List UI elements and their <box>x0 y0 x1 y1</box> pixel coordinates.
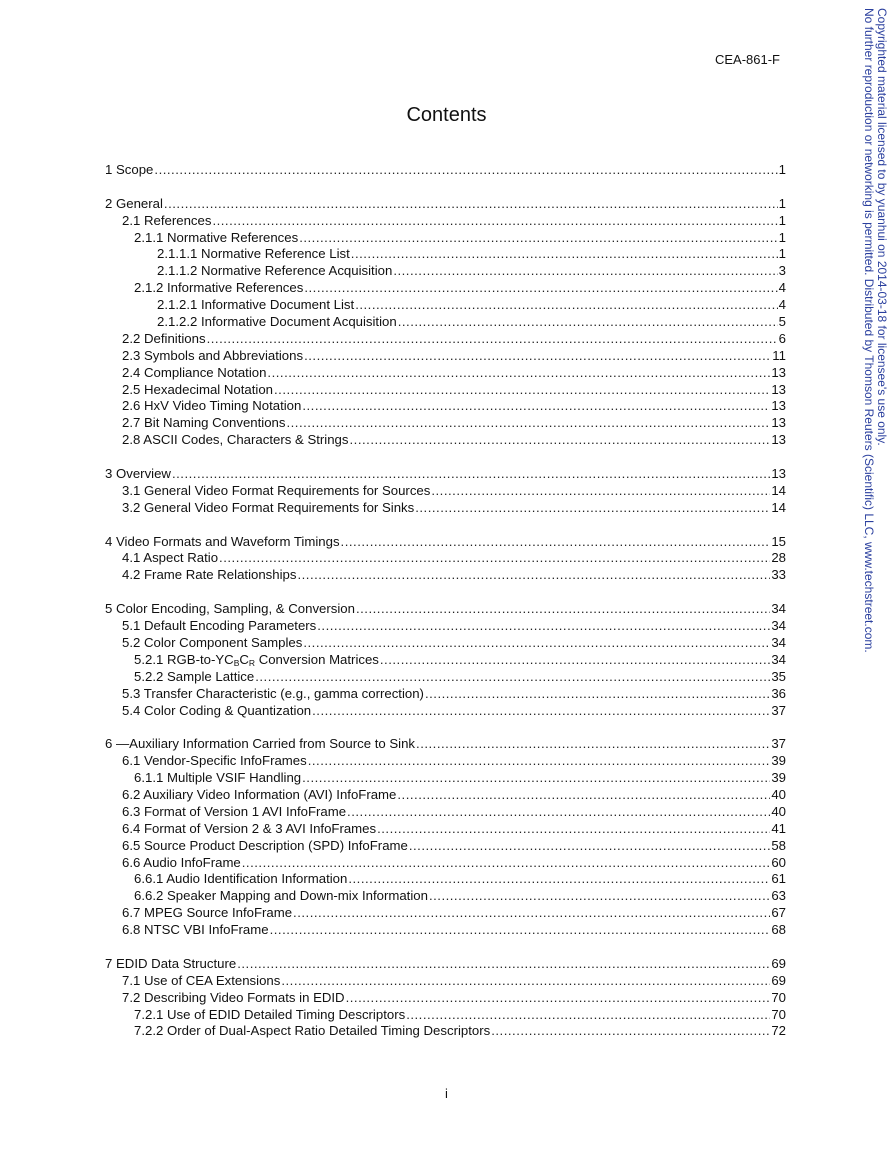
toc-leader-dots <box>393 263 777 280</box>
toc-entry-page: 34 <box>771 651 786 667</box>
toc-entry-title: 6.6.2 Speaker Mapping and Down-mix Information <box>134 888 428 904</box>
toc-entry-title: 4 Video Formats and Waveform Timings <box>105 533 340 549</box>
toc-leader-dots <box>281 973 770 990</box>
toc-entry <box>105 196 786 213</box>
toc-leader-dots <box>219 550 770 567</box>
toc-leader-dots <box>286 415 770 432</box>
toc-entry <box>105 922 786 939</box>
toc-entry-page: 60 <box>771 854 786 870</box>
toc-entry-page: 13 <box>771 364 786 380</box>
toc-leader-dots <box>172 466 770 483</box>
toc-entry <box>105 669 786 686</box>
toc-entry-title: 2.1 References <box>122 212 212 228</box>
toc-entry <box>105 635 786 652</box>
toc-leader-dots <box>302 770 770 787</box>
toc-entry <box>105 348 786 365</box>
toc-entry-page: 70 <box>771 1006 786 1022</box>
toc-entry-title: 2.1.1 Normative References <box>134 229 299 245</box>
toc-entry <box>105 838 786 855</box>
toc-leader-dots <box>312 703 770 720</box>
toc-entry <box>105 990 786 1007</box>
toc-leader-dots <box>397 787 770 804</box>
toc-entry-title: 5.2.1 RGB-$to-YC_BC_R$ Conversion Matrices <box>134 651 379 668</box>
toc-entry-title: 2.5 Hexadecimal Notation <box>122 381 274 397</box>
toc-entry <box>105 567 786 584</box>
toc-leader-dots <box>207 331 778 348</box>
toc-leader-dots <box>237 956 770 973</box>
toc-entry <box>105 550 786 567</box>
toc-entry-page: 40 <box>771 786 786 802</box>
toc-leader-dots <box>350 432 771 449</box>
toc-entry <box>105 871 786 888</box>
toc-entry <box>105 213 786 230</box>
toc-entry-title: 4.1 Aspect Ratio <box>122 550 219 566</box>
toc-entry-page: 36 <box>771 685 786 701</box>
toc-leader-dots <box>398 314 778 331</box>
toc-entry-page: 67 <box>771 905 786 921</box>
toc-entry <box>105 246 786 263</box>
toc-leader-dots <box>308 753 771 770</box>
toc-leader-dots <box>415 500 770 517</box>
toc-entry <box>105 888 786 905</box>
toc-entry <box>105 263 786 280</box>
toc-entry <box>105 652 786 669</box>
toc-leader-dots <box>355 297 777 314</box>
toc-entry <box>105 601 786 618</box>
toc-entry-title: 7.2.1 Use of EDID Detailed Timing Descriptors <box>134 1006 406 1022</box>
toc-leader-dots <box>341 534 771 551</box>
toc-leader-dots <box>304 280 777 297</box>
toc-entry-title: 5 Color Encoding, Sampling, & Conversion <box>105 601 355 617</box>
toc-entry-title: 7.1 Use of CEA Extensions <box>122 972 281 988</box>
toc-entry-page: 40 <box>771 803 786 819</box>
toc-leader-dots <box>212 213 777 230</box>
toc-leader-dots <box>304 348 771 365</box>
toc-entry <box>105 618 786 635</box>
toc-entry-title: 2.7 Bit Naming Conventions <box>122 415 286 431</box>
toc-entry <box>105 703 786 720</box>
toc-entry-page: 14 <box>771 499 786 515</box>
toc-entry <box>105 753 786 770</box>
toc-entry-page: 1 <box>778 162 786 177</box>
toc-entry <box>105 483 786 500</box>
toc-entry <box>105 500 786 517</box>
toc-leader-dots <box>317 618 770 635</box>
toc-leader-dots <box>270 922 771 939</box>
toc-entry-title: 2.6 HxV Video Timing Notation <box>122 398 302 414</box>
toc-entry-page: 69 <box>771 955 786 971</box>
toc-leader-dots <box>409 838 770 855</box>
toc-entry <box>105 973 786 990</box>
toc-entry-page: 35 <box>771 668 786 684</box>
copyright-notice <box>862 8 888 653</box>
toc-entry-page: 13 <box>771 466 786 482</box>
toc-leader-dots <box>431 483 770 500</box>
toc-entry <box>105 398 786 415</box>
toc-entry <box>105 736 786 753</box>
toc-entry-title: 6.1.1 Multiple VSIF Handling <box>134 770 302 786</box>
toc-leader-dots <box>351 246 778 263</box>
toc-entry-page: 13 <box>771 432 786 448</box>
toc-entry <box>105 821 786 838</box>
toc-entry-page: 14 <box>771 482 786 498</box>
toc-entry-title: 3.1 General Video Format Requirements for Sources <box>122 482 431 498</box>
toc-leader-dots <box>348 871 770 888</box>
toc-entry <box>105 686 786 703</box>
toc-leader-dots <box>346 990 771 1007</box>
toc-entry-page: 37 <box>771 702 786 718</box>
table-of-contents <box>105 162 786 1040</box>
toc-entry-title: 2.1.1.1 Normative Reference List <box>157 246 350 262</box>
toc-entry-page: 58 <box>771 837 786 853</box>
toc-leader-dots <box>416 736 770 753</box>
toc-entry <box>105 804 786 821</box>
copyright-notice-line-1: Copyrighted material licensed to by yuanhui on 2014-03-18 for licensee's use only. <box>875 8 889 446</box>
toc-entry-title: 6.1 Vendor-Specific InfoFrames <box>122 753 307 769</box>
toc-entry-page: 1 <box>778 229 786 245</box>
toc-entry-title: 5.3 Transfer Characteristic (e.g., gamma correction) <box>122 685 424 701</box>
toc-entry-page: 13 <box>771 398 786 414</box>
toc-entry-title: 5.2 Color Component Samples <box>122 634 303 650</box>
toc-leader-dots <box>347 804 770 821</box>
toc-entry-title: 2.4 Compliance Notation <box>122 364 267 380</box>
toc-entry-title: 7 EDID Data Structure <box>105 955 237 971</box>
toc-entry <box>105 162 786 179</box>
toc-entry-title: 2.1.2 Informative References <box>134 280 304 296</box>
toc-entry-title: 5.2.2 Sample Lattice <box>134 668 255 684</box>
toc-entry-title: 6.6 Audio InfoFrame <box>122 854 241 870</box>
toc-entry-page: 41 <box>771 820 786 836</box>
toc-entry-title: 5.1 Default Encoding Parameters <box>122 618 317 634</box>
toc-entry-title: 6 —Auxiliary Information Carried from Source to Sink <box>105 736 416 752</box>
toc-entry-title: 2.1.2.1 Informative Document List <box>157 297 355 313</box>
toc-entry-page: 37 <box>771 736 786 752</box>
toc-leader-dots <box>242 855 771 872</box>
toc-entry-title: 7.2 Describing Video Formats in EDID <box>122 989 345 1005</box>
toc-leader-dots <box>302 398 770 415</box>
toc-entry <box>105 331 786 348</box>
toc-entry <box>105 1023 786 1040</box>
toc-entry-title: 6.3 Format of Version 1 AVI InfoFrame <box>122 803 347 819</box>
toc-entry-page: 39 <box>771 753 786 769</box>
toc-entry-page: 5 <box>778 314 786 330</box>
toc-entry-page: 4 <box>778 297 786 313</box>
toc-entry <box>105 787 786 804</box>
toc-leader-dots <box>255 669 770 686</box>
toc-entry-page: 63 <box>771 888 786 904</box>
toc-entry-title: 2 General <box>105 195 163 211</box>
toc-leader-dots <box>356 601 770 618</box>
toc-entry-title: 6.8 NTSC VBI InfoFrame <box>122 922 269 938</box>
toc-leader-dots <box>154 162 777 179</box>
toc-leader-dots <box>297 567 770 584</box>
toc-entry-page: 34 <box>771 601 786 617</box>
copyright-notice-line-2: No further reproduction or networking is permitted. Distributed by Thomson Reuters (Scientific) LLC, www.techstreet.com. <box>862 8 876 653</box>
toc-entry <box>105 956 786 973</box>
toc-entry-page: 1 <box>778 246 786 262</box>
toc-entry-title: 6.4 Format of Version 2 & 3 AVI InfoFrames <box>122 820 377 836</box>
toc-entry-title: 3.2 General Video Format Requirements for Sinks <box>122 499 415 515</box>
toc-entry <box>105 365 786 382</box>
toc-leader-dots <box>303 635 770 652</box>
toc-entry-page: 34 <box>771 618 786 634</box>
toc-leader-dots <box>406 1007 770 1024</box>
toc-leader-dots <box>299 230 777 247</box>
toc-entry-page: 13 <box>771 415 786 431</box>
toc-entry <box>105 855 786 872</box>
toc-entry-title: 2.3 Symbols and Abbreviations <box>122 347 304 363</box>
toc-entry-title: 3 Overview <box>105 466 171 482</box>
toc-entry-page: 28 <box>771 550 786 566</box>
toc-leader-dots <box>491 1023 770 1040</box>
toc-leader-dots <box>164 196 778 213</box>
toc-entry-title: 2.2 Definitions <box>122 330 206 346</box>
toc-entry-title: 6.7 MPEG Source InfoFrame <box>122 905 293 921</box>
toc-entry <box>105 280 786 297</box>
toc-entry <box>105 314 786 331</box>
page-number: i <box>445 1086 448 1101</box>
toc-entry <box>105 534 786 551</box>
toc-leader-dots <box>380 652 770 669</box>
toc-entry <box>105 1007 786 1024</box>
toc-entry <box>105 905 786 922</box>
toc-entry-page: 33 <box>771 567 786 583</box>
toc-entry <box>105 415 786 432</box>
toc-entry <box>105 297 786 314</box>
toc-entry-title: 6.5 Source Product Description (SPD) InfoFrame <box>122 837 408 853</box>
toc-entry-page: 72 <box>771 1023 786 1039</box>
toc-entry-page: 15 <box>771 533 786 549</box>
toc-entry-page: 39 <box>771 770 786 786</box>
toc-entry-page: 13 <box>771 381 786 397</box>
toc-entry-page: 68 <box>771 922 786 938</box>
toc-entry-page: 1 <box>778 212 786 228</box>
toc-entry-title: 6.2 Auxiliary Video Information (AVI) InfoFrame <box>122 786 397 802</box>
toc-entry-page: 11 <box>772 347 786 363</box>
toc-entry-title: 4.2 Frame Rate Relationships <box>122 567 297 583</box>
toc-entry-page: 69 <box>771 972 786 988</box>
toc-entry-page: 34 <box>771 634 786 650</box>
toc-leader-dots <box>377 821 770 838</box>
toc-entry-title: 5.4 Color Coding & Quantization <box>122 702 312 718</box>
toc-entry-page: 61 <box>771 871 786 887</box>
toc-entry <box>105 432 786 449</box>
toc-entry-page: 3 <box>778 263 786 279</box>
toc-entry-title: 2.1.1.2 Normative Reference Acquisition <box>157 263 393 279</box>
toc-leader-dots <box>429 888 770 905</box>
toc-entry <box>105 770 786 787</box>
toc-entry-page: 6 <box>778 330 786 346</box>
toc-entry-page: 70 <box>771 989 786 1005</box>
toc-entry <box>105 382 786 399</box>
toc-entry-title: 2.1.2.2 Informative Document Acquisition <box>157 314 397 330</box>
toc-entry-title: 6.6.1 Audio Identification Information <box>134 871 348 887</box>
toc-entry <box>105 466 786 483</box>
toc-entry <box>105 230 786 247</box>
page-title: Contents <box>406 104 487 126</box>
toc-leader-dots <box>267 365 770 382</box>
toc-leader-dots <box>293 905 770 922</box>
toc-leader-dots <box>425 686 770 703</box>
document-id: CEA-861-F <box>714 52 780 67</box>
toc-leader-dots <box>274 382 770 399</box>
toc-entry-title: 1 Scope <box>105 162 154 177</box>
toc-entry-title: 2.8 ASCII Codes, Characters & Strings <box>122 432 349 448</box>
toc-entry-page: 1 <box>778 195 786 211</box>
toc-entry-title: 7.2.2 Order of Dual-Aspect Ratio Detailed Timing Descriptors <box>134 1023 491 1039</box>
toc-entry-page: 4 <box>778 280 786 296</box>
